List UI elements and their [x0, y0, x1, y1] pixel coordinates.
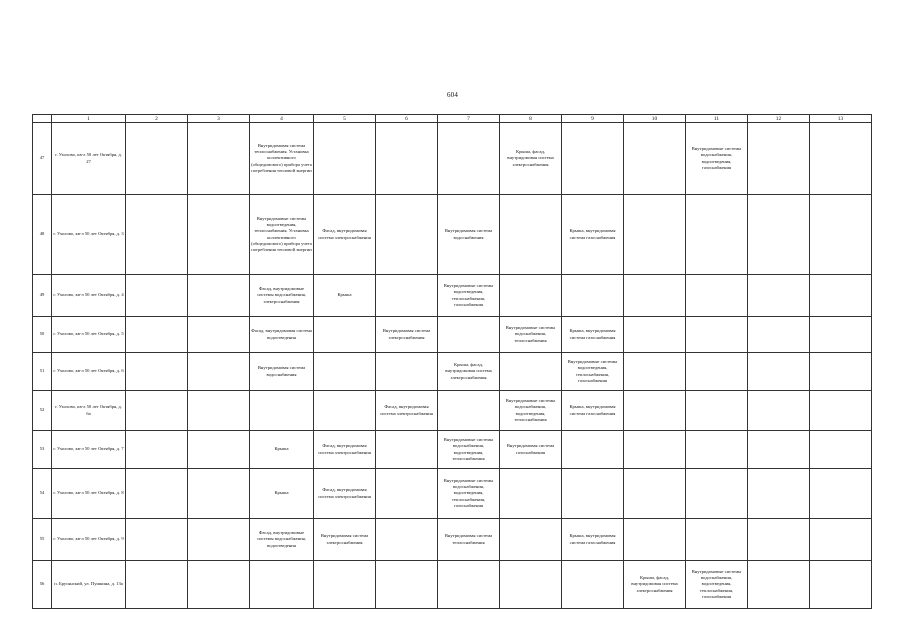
- work-cell: [748, 195, 810, 275]
- work-cell: Внутридомовые системы водоснабжения, водоотведения, теплоснабжения: [438, 431, 500, 469]
- row-number: 47: [33, 123, 52, 195]
- work-cell: [748, 391, 810, 431]
- work-cell: [810, 195, 872, 275]
- work-cell: Крыша: [250, 469, 314, 519]
- work-cell: Фасад, внутридомовая система электроснабжения: [376, 391, 438, 431]
- work-cell: [810, 353, 872, 391]
- work-cell: [624, 275, 686, 317]
- work-cell: Крыша: [250, 431, 314, 469]
- table-row: [33, 353, 872, 391]
- work-cell: Внутридомовая система водоснабжения: [250, 353, 314, 391]
- work-cell: Внутридомовые системы водоотведения, теплоснабжения. Установка коллективного (общедомового) прибора учета потребления тепловой энергии: [250, 195, 314, 275]
- work-cell: [500, 561, 562, 609]
- work-cell: [438, 561, 500, 609]
- work-cell: [624, 195, 686, 275]
- work-cell: [250, 561, 314, 609]
- work-cell: [686, 195, 748, 275]
- page-number: 604: [446, 91, 459, 99]
- header-cell: 3: [188, 115, 250, 123]
- header-cell: 4: [250, 115, 314, 123]
- table-row: [33, 431, 872, 469]
- header-cell: 1: [52, 115, 126, 123]
- work-cell: [126, 561, 188, 609]
- work-cell: [188, 353, 250, 391]
- work-cell: [314, 317, 376, 353]
- work-cell: Внутридомовые системы водоснабжения, теплоснабжения: [500, 317, 562, 353]
- header-cell: 2: [126, 115, 188, 123]
- work-cell: [188, 561, 250, 609]
- work-cell: Внутридомовая система водоснабжения: [438, 195, 500, 275]
- work-cell: Фасад, внутридомовая система электроснабжения: [314, 469, 376, 519]
- work-cell: [188, 275, 250, 317]
- work-cell: [624, 353, 686, 391]
- header-cell: 10: [624, 115, 686, 123]
- work-cell: [810, 469, 872, 519]
- address-cell: г. Ухолово, кв-л 50 лет Октября, д. 6а: [52, 391, 126, 431]
- work-cell: [810, 123, 872, 195]
- work-cell: [686, 469, 748, 519]
- work-cell: [500, 519, 562, 561]
- work-cell: [188, 519, 250, 561]
- address-cell: г. Ухолово, кв-л 50 лет Октября, д. 9: [52, 519, 126, 561]
- table-row: [33, 469, 872, 519]
- work-cell: [500, 353, 562, 391]
- row-number: 51: [33, 353, 52, 391]
- work-cell: [748, 317, 810, 353]
- work-cell: [686, 275, 748, 317]
- work-cell: [376, 123, 438, 195]
- repair-schedule-table: [32, 114, 872, 609]
- work-cell: [314, 391, 376, 431]
- work-cell: [126, 519, 188, 561]
- work-cell: [810, 519, 872, 561]
- work-cell: [810, 317, 872, 353]
- work-cell: [562, 275, 624, 317]
- address-cell: г. Ухолово, кв-л 50 лет Октября, д. 27: [52, 123, 126, 195]
- work-cell: [376, 561, 438, 609]
- header-row: [33, 115, 872, 123]
- row-number: 53: [33, 431, 52, 469]
- work-cell: Внутридомовые системы водоотведения, теплоснабжения, газоснабжения: [562, 353, 624, 391]
- table-row: [33, 195, 872, 275]
- work-cell: [748, 431, 810, 469]
- address-cell: г. Ухолово, кв-л 50 лет Октября, д. 4: [52, 275, 126, 317]
- work-cell: [438, 123, 500, 195]
- table-row: [33, 123, 872, 195]
- header-cell: 9: [562, 115, 624, 123]
- table-body: [33, 123, 872, 609]
- work-cell: [188, 317, 250, 353]
- work-cell: [748, 353, 810, 391]
- work-cell: [314, 123, 376, 195]
- work-cell: Внутридомовые системы водоснабжения, водоотведения, теплоснабжения: [500, 391, 562, 431]
- work-cell: Внутридомовая система теплоснабжения: [438, 519, 500, 561]
- work-cell: Внутридомовые системы водоснабжения, водоотведения, газоснабжения: [686, 123, 748, 195]
- work-cell: [624, 123, 686, 195]
- work-cell: [438, 391, 500, 431]
- row-number: 56: [33, 561, 52, 609]
- row-number: 48: [33, 195, 52, 275]
- work-cell: Внутридомовые системы водоснабжения, водоотведения, теплоснабжения, газоснабжения: [686, 561, 748, 609]
- work-cell: Крыша, фасад, внутридомовая система электроснабжения: [438, 353, 500, 391]
- work-cell: [188, 469, 250, 519]
- header-cell: 11: [686, 115, 748, 123]
- work-cell: [126, 391, 188, 431]
- work-cell: Внутридомовая система теплоснабжения. Установка коллективного (общедомового) прибора учета потребления тепловой энергии: [250, 123, 314, 195]
- header-cell: 13: [810, 115, 872, 123]
- row-number: 50: [33, 317, 52, 353]
- header-cell: [33, 115, 52, 123]
- work-cell: [810, 431, 872, 469]
- work-cell: Крыша, внутридомовая система газоснабжения: [562, 317, 624, 353]
- work-cell: [126, 275, 188, 317]
- address-cell: г. Ухолово, кв-л 50 лет Октября, д. 5: [52, 317, 126, 353]
- address-cell: г. Ухолово, кв-л 50 лет Октября, д. 8: [52, 469, 126, 519]
- work-cell: Крыша, фасад, внутридомовая система электроснабжения: [624, 561, 686, 609]
- address-cell: г. Ухолово, кв-л 50 лет Октября, д. 3: [52, 195, 126, 275]
- work-cell: [376, 469, 438, 519]
- work-cell: [188, 431, 250, 469]
- work-cell: [188, 123, 250, 195]
- work-cell: [376, 519, 438, 561]
- work-cell: [188, 195, 250, 275]
- work-cell: [810, 275, 872, 317]
- row-number: 55: [33, 519, 52, 561]
- work-cell: Фасад, внутридомовая система электроснабжения: [314, 431, 376, 469]
- table-row: [33, 391, 872, 431]
- work-cell: [500, 469, 562, 519]
- work-cell: [686, 431, 748, 469]
- work-cell: [188, 391, 250, 431]
- work-cell: Внутридомовые системы водоснабжения, водоотведения, теплоснабжения, газоснабжения: [438, 469, 500, 519]
- table-row: [33, 317, 872, 353]
- address-cell: п. Брусянский, ул. Пушкина, д. 13а: [52, 561, 126, 609]
- work-cell: [624, 519, 686, 561]
- work-cell: [376, 195, 438, 275]
- work-cell: [686, 317, 748, 353]
- row-number: 49: [33, 275, 52, 317]
- work-cell: Внутридомовые системы водоотведения, теплоснабжения, газоснабжения: [438, 275, 500, 317]
- row-number: 54: [33, 469, 52, 519]
- work-cell: Крыша, внутридомовая система газоснабжения: [562, 519, 624, 561]
- work-cell: [376, 431, 438, 469]
- work-cell: [500, 195, 562, 275]
- work-cell: [748, 469, 810, 519]
- work-cell: Крыша, фасад, внутридомовая система электроснабжения: [500, 123, 562, 195]
- work-cell: [624, 391, 686, 431]
- work-cell: [624, 469, 686, 519]
- work-cell: Фасад, внутридомовые системы водоснабжения, электроснабжения: [250, 275, 314, 317]
- header-cell: 8: [500, 115, 562, 123]
- work-cell: [126, 353, 188, 391]
- work-cell: Крыша: [314, 275, 376, 317]
- address-cell: г. Ухолово, кв-л 50 лет Октября, д. 6: [52, 353, 126, 391]
- work-cell: [562, 561, 624, 609]
- work-cell: [562, 431, 624, 469]
- work-cell: Внутридомовая система газоснабжения: [500, 431, 562, 469]
- work-cell: [686, 519, 748, 561]
- work-cell: [126, 317, 188, 353]
- work-cell: Внутридомовая система электроснабжения: [314, 519, 376, 561]
- header-cell: 5: [314, 115, 376, 123]
- work-cell: [562, 469, 624, 519]
- work-cell: [126, 195, 188, 275]
- work-cell: [686, 391, 748, 431]
- work-cell: [624, 431, 686, 469]
- work-cell: [810, 391, 872, 431]
- work-cell: [748, 561, 810, 609]
- header-cell: 6: [376, 115, 438, 123]
- work-cell: [314, 353, 376, 391]
- work-cell: Фасад, внутридомовая система электроснабжения: [314, 195, 376, 275]
- table-row: [33, 561, 872, 609]
- work-cell: [250, 391, 314, 431]
- table-row: [33, 519, 872, 561]
- work-cell: [126, 431, 188, 469]
- table-row: [33, 275, 872, 317]
- work-cell: [376, 275, 438, 317]
- address-cell: г. Ухолово, кв-л 50 лет Октября, д. 7: [52, 431, 126, 469]
- work-cell: [314, 561, 376, 609]
- work-cell: [438, 317, 500, 353]
- header-cell: 12: [748, 115, 810, 123]
- work-cell: [748, 275, 810, 317]
- work-cell: Внутридомовая система электроснабжения: [376, 317, 438, 353]
- work-cell: [500, 275, 562, 317]
- work-cell: [810, 561, 872, 609]
- work-cell: [686, 353, 748, 391]
- work-cell: Крыша, внутридомовая система газоснабжения: [562, 391, 624, 431]
- work-cell: [748, 123, 810, 195]
- work-cell: Фасад, внутридомовая система водоотведения: [250, 317, 314, 353]
- work-cell: [624, 317, 686, 353]
- header-cell: 7: [438, 115, 500, 123]
- work-cell: Крыша, внутридомовая система газоснабжения: [562, 195, 624, 275]
- work-cell: [126, 469, 188, 519]
- row-number: 52: [33, 391, 52, 431]
- work-cell: [748, 519, 810, 561]
- work-cell: Фасад, внутридомовые системы водоснабжения, водоотведения: [250, 519, 314, 561]
- work-cell: [562, 123, 624, 195]
- work-cell: [376, 353, 438, 391]
- work-cell: [126, 123, 188, 195]
